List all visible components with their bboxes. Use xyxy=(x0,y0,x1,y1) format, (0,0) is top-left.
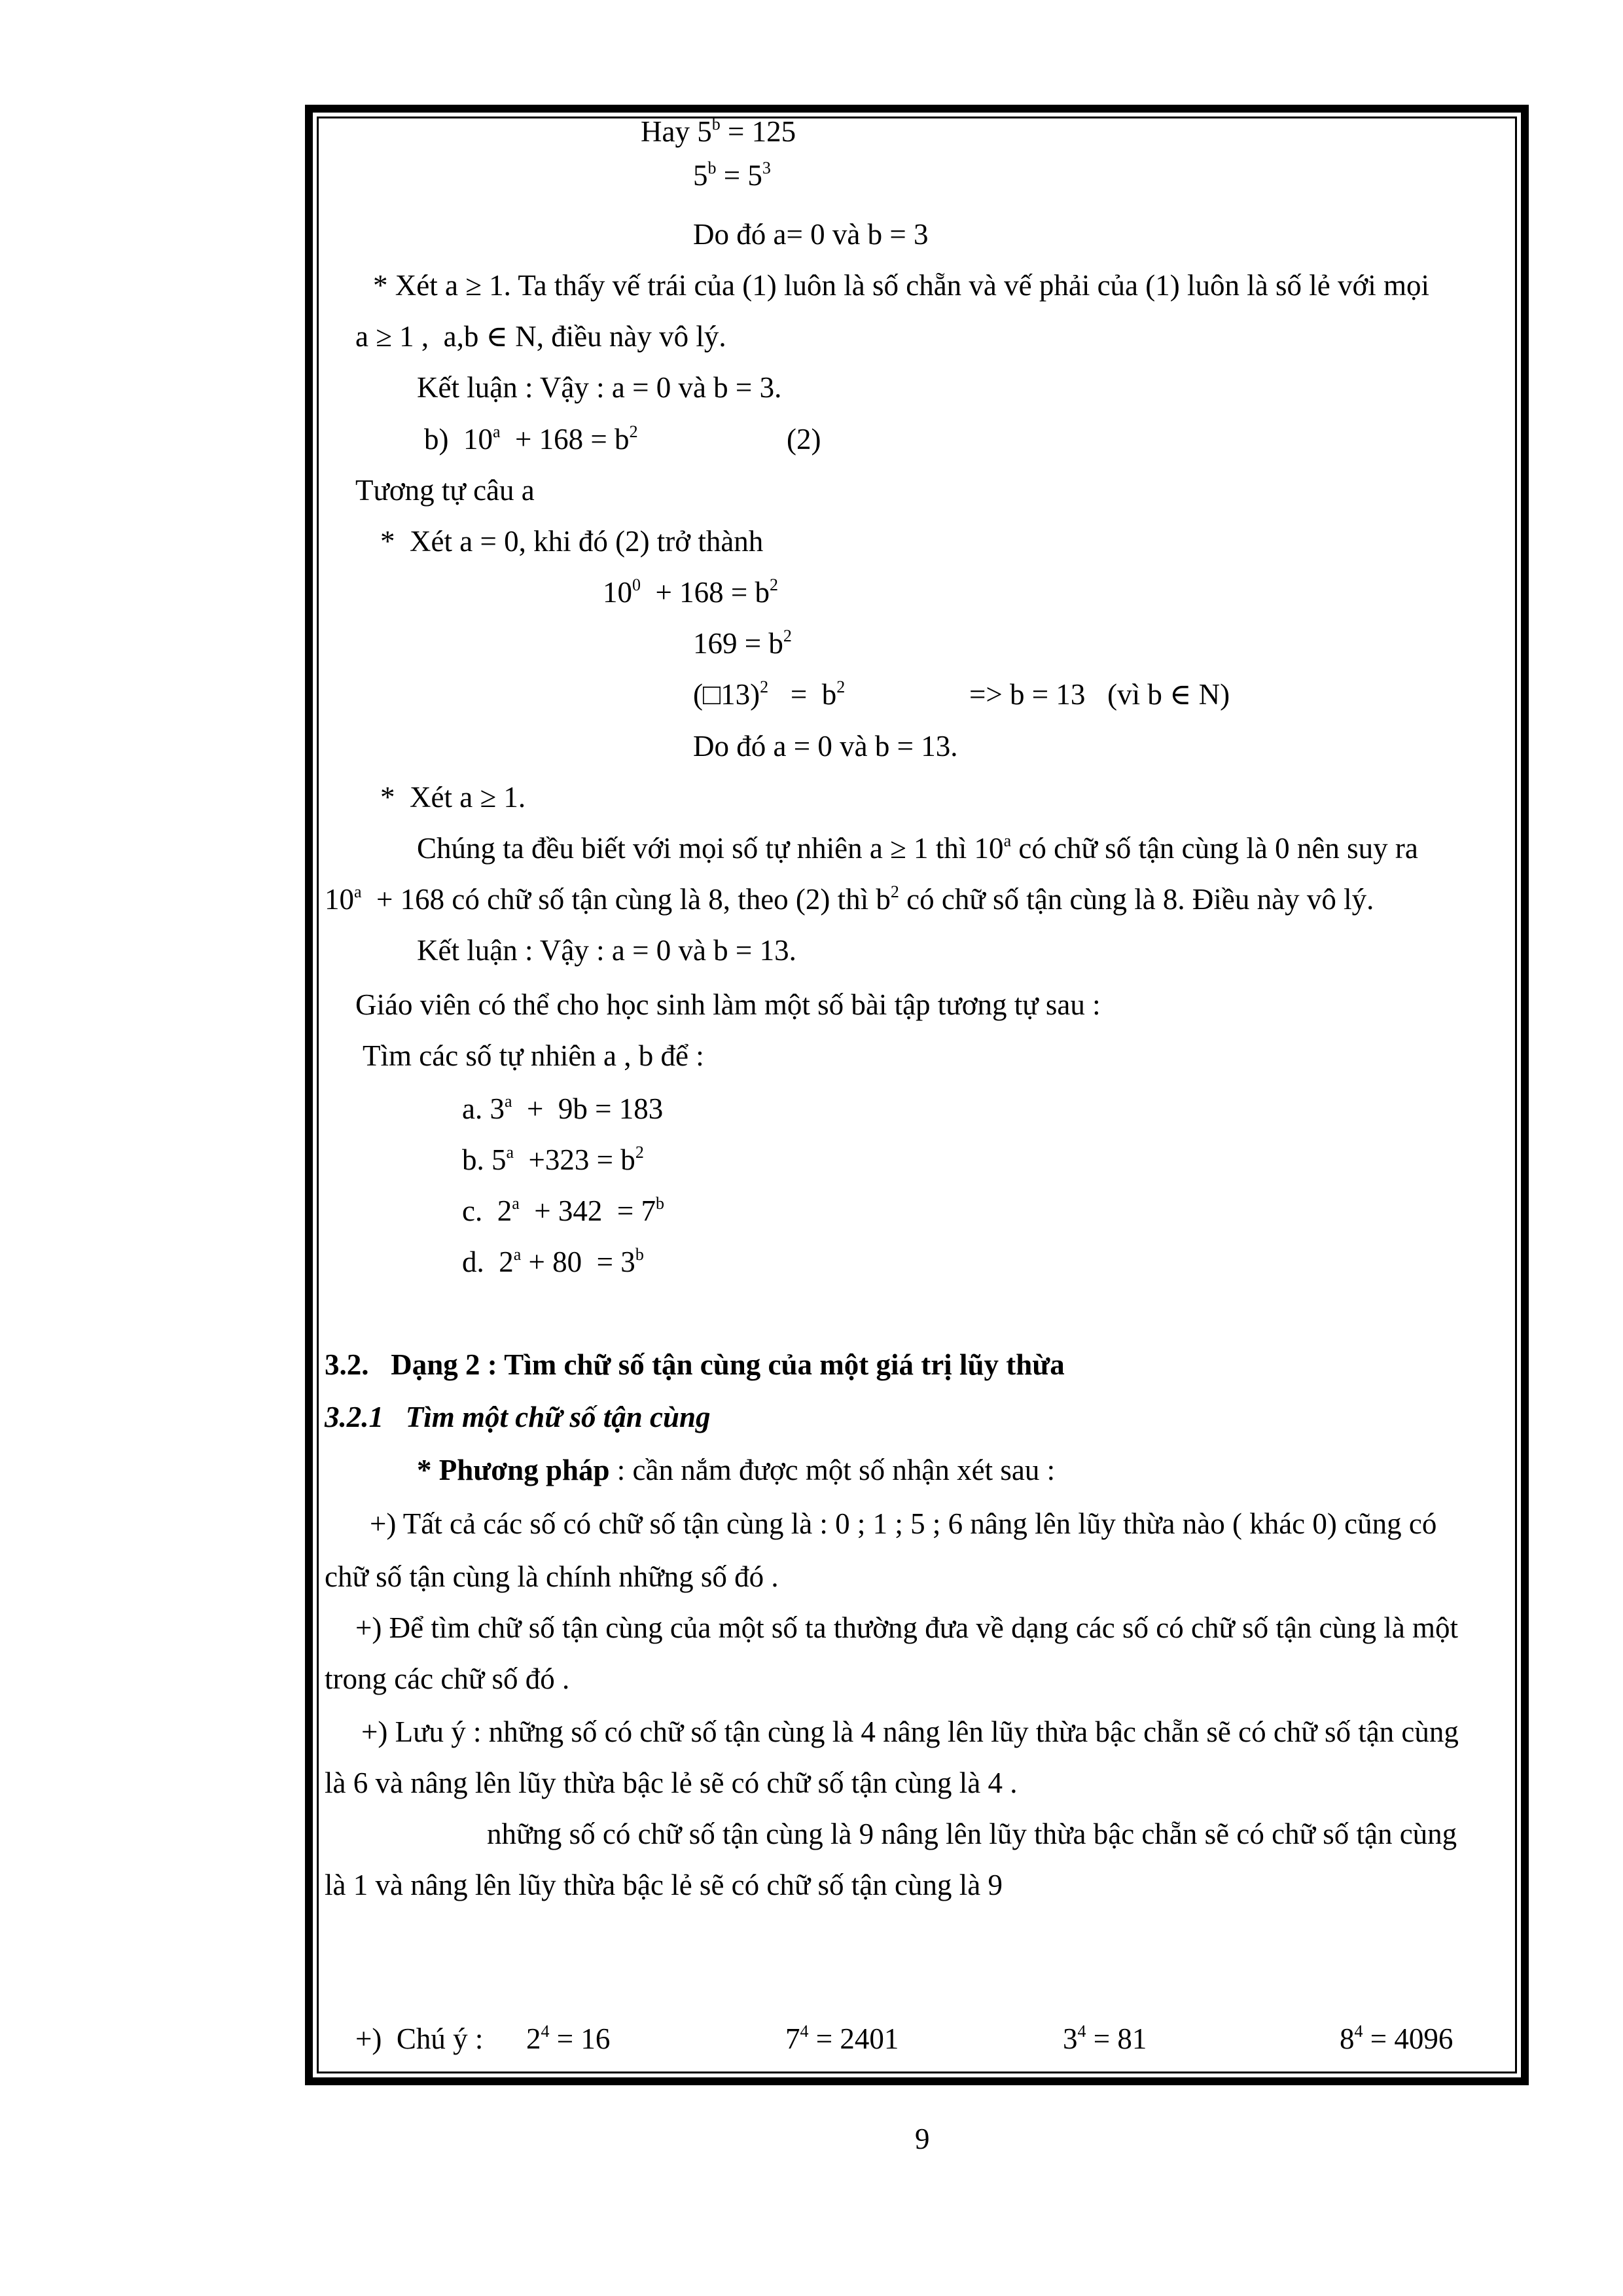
superscript: 2 xyxy=(635,1143,644,1162)
superscript: a xyxy=(354,882,362,901)
text-segment: : cần nắm được một số nhận xét sau : xyxy=(609,1454,1056,1486)
text-segment: +) Lưu ý : những số có chữ số tận cùng là 4 nâng lên lũy thừa bậc chẵn sẽ có chữ số tận cùng xyxy=(361,1715,1459,1748)
text-segment: +) Tất cả các số có chữ số tận cùng là : 0 ; 1 ; 5 ; 6 nâng lên lũy thừa nào ( khác 0) cũng có xyxy=(370,1507,1437,1540)
text-line xyxy=(355,2019,483,2058)
text-line xyxy=(424,420,638,463)
text-segment: + 168 = b xyxy=(500,423,630,456)
text-segment: + 80 = 3 xyxy=(521,1246,635,1278)
text-line xyxy=(693,156,771,200)
text-line xyxy=(417,931,796,970)
text-line xyxy=(693,624,792,668)
text-segment: * Phương pháp xyxy=(417,1454,610,1486)
superscript: 0 xyxy=(632,575,641,594)
text-segment: + 342 = 7 xyxy=(519,1194,656,1227)
text-segment: = 2401 xyxy=(808,2022,899,2055)
text-line xyxy=(417,829,1418,872)
text-line xyxy=(603,573,778,617)
text-line xyxy=(325,1557,779,1596)
text-segment: +323 = b xyxy=(514,1143,635,1176)
text-line xyxy=(325,1659,569,1698)
text-line xyxy=(373,266,1429,305)
text-line xyxy=(361,1712,1459,1751)
text-line xyxy=(487,1814,1457,1854)
text-segment: Kết luận : Vậy : a = 0 và b = 13. xyxy=(417,934,796,967)
text-line xyxy=(325,880,1374,924)
text-segment: 3 xyxy=(1063,2022,1078,2055)
text-line xyxy=(462,1242,644,1286)
text-line xyxy=(325,1763,1017,1803)
text-segment: là 6 và nâng lên lũy thừa bậc lẻ sẽ có chữ số tận cùng là 4 . xyxy=(325,1767,1018,1799)
text-segment: = b xyxy=(768,678,837,711)
superscript: 2 xyxy=(770,575,779,594)
text-line xyxy=(380,522,763,561)
text-segment: = 4096 xyxy=(1363,2022,1454,2055)
text-segment: 7 xyxy=(785,2022,800,2055)
text-segment: những số có chữ số tận cùng là 9 nâng lên lũy thừa bậc chẵn sẽ có chữ số tận cùng xyxy=(487,1818,1457,1850)
text-segment: b. 5 xyxy=(462,1143,507,1176)
text-segment: Tương tự câu a xyxy=(355,474,535,507)
text-segment: có chữ số tận cùng là 8. Điều này vô lý. xyxy=(899,883,1374,916)
text-segment: +) Để tìm chữ số tận cùng của một số ta thường đưa về dạng các số có chữ số tận cùng là một xyxy=(355,1611,1459,1644)
superscript: 2 xyxy=(760,677,769,696)
text-segment: 10 xyxy=(325,883,354,916)
superscript: 4 xyxy=(1354,2022,1363,2041)
text-line xyxy=(363,1036,704,1075)
text-segment: Giáo viên có thể cho học sinh làm một số bài tập tương tự sau : xyxy=(355,988,1101,1021)
text-segment: (2) xyxy=(787,423,821,456)
text-segment: 3.2. Dạng 2 : Tìm chữ số tận cùng của một giá trị lũy thừa xyxy=(325,1348,1065,1381)
text-segment: = 125 xyxy=(720,115,796,148)
text-segment: 10 xyxy=(603,576,632,609)
superscript: b xyxy=(635,1245,644,1264)
text-segment: a. 3 xyxy=(462,1092,505,1125)
text-line xyxy=(462,1140,644,1184)
superscript: a xyxy=(504,1092,512,1111)
text-line xyxy=(355,1608,1458,1647)
superscript: a xyxy=(1003,831,1012,850)
superscript: 3 xyxy=(762,158,771,177)
text-line xyxy=(462,1089,663,1133)
text-segment: Tìm các số tự nhiên a , b để : xyxy=(363,1039,704,1072)
text-segment: Hay 5 xyxy=(641,115,712,148)
text-segment: 169 = b xyxy=(693,627,783,660)
text-line xyxy=(693,215,928,254)
text-segment: * Xét a ≥ 1. xyxy=(380,781,526,814)
text-line xyxy=(641,112,796,156)
text-line xyxy=(417,368,781,407)
text-segment: a ≥ 1 , a,b ∈ N, điều này vô lý. xyxy=(355,320,726,353)
text-segment: (□13) xyxy=(693,678,760,711)
text-segment: b) 10 xyxy=(424,423,493,456)
superscript: a xyxy=(493,422,501,441)
text-segment: trong các chữ số đó . xyxy=(325,1662,570,1695)
text-segment: + 168 có chữ số tận cùng là 8, theo (2) thì b xyxy=(361,883,891,916)
text-segment: là 1 và nâng lên lũy thừa bậc lẻ sẽ có chữ số tận cùng là 9 xyxy=(325,1869,1003,1901)
text-segment: Do đó a = 0 và b = 13. xyxy=(693,730,958,762)
text-segment: = 5 xyxy=(716,159,762,192)
text-segment: 8 xyxy=(1340,2022,1355,2055)
text-segment: 3.2.1 Tìm một chữ số tận cùng xyxy=(325,1401,711,1433)
text-segment: Chúng ta đều biết với mọi số tự nhiên a ≥ 1 thì 10 xyxy=(417,832,1004,865)
text-line xyxy=(693,726,957,766)
text-line xyxy=(462,1191,664,1235)
text-line xyxy=(355,471,535,510)
text-line xyxy=(1063,2019,1147,2063)
superscript: 4 xyxy=(1077,2022,1086,2041)
page-number: 9 xyxy=(915,2123,930,2155)
text-line xyxy=(370,1504,1436,1543)
text-line xyxy=(355,317,726,356)
text-segment: có chữ số tận cùng là 0 nên suy ra xyxy=(1011,832,1418,865)
text-line xyxy=(526,2019,610,2063)
superscript: 4 xyxy=(541,2022,550,2041)
text-segment: Do đó a= 0 và b = 3 xyxy=(693,218,929,251)
text-segment: * Xét a ≥ 1. Ta thấy vế trái của (1) luôn là số chẵn và vế phải của (1) luôn là số lẻ với mọi xyxy=(373,269,1430,302)
superscript: 2 xyxy=(836,677,846,696)
superscript: a xyxy=(512,1194,520,1213)
superscript: 2 xyxy=(890,882,899,901)
text-segment: Kết luận : Vậy : a = 0 và b = 3. xyxy=(417,371,782,404)
text-segment: = 81 xyxy=(1086,2022,1147,2055)
text-segment: chữ số tận cùng là chính những số đó . xyxy=(325,1560,779,1593)
text-segment: c. 2 xyxy=(462,1194,512,1227)
text-segment: d. 2 xyxy=(462,1246,514,1278)
text-segment: * Xét a = 0, khi đó (2) trở thành xyxy=(380,525,764,558)
superscript: b xyxy=(707,158,717,177)
superscript: b xyxy=(656,1194,665,1213)
superscript: 2 xyxy=(629,422,638,441)
text-segment: => b = 13 (vì b ∈ N) xyxy=(969,678,1230,711)
superscript: a xyxy=(513,1245,522,1264)
text-segment: + 168 = b xyxy=(641,576,770,609)
text-line xyxy=(693,675,845,719)
text-segment: + 9b = 183 xyxy=(512,1092,664,1125)
superscript: a xyxy=(506,1143,514,1162)
text-segment: +) Chú ý : xyxy=(355,2022,484,2055)
superscript: 2 xyxy=(783,626,792,645)
text-segment: 2 xyxy=(526,2022,541,2055)
text-segment: 5 xyxy=(693,159,708,192)
text-line xyxy=(355,985,1101,1024)
section-heading xyxy=(325,1345,1065,1384)
text-line xyxy=(325,1865,1003,1905)
superscript: b xyxy=(711,115,721,134)
superscript: 4 xyxy=(800,2022,809,2041)
text-segment: = 16 xyxy=(549,2022,611,2055)
text-line xyxy=(785,2019,899,2063)
text-line xyxy=(787,420,821,459)
text-line xyxy=(380,778,526,817)
subsection-heading xyxy=(325,1397,711,1437)
text-line xyxy=(417,1450,1055,1490)
text-line xyxy=(969,675,1230,714)
text-line xyxy=(1340,2019,1453,2063)
